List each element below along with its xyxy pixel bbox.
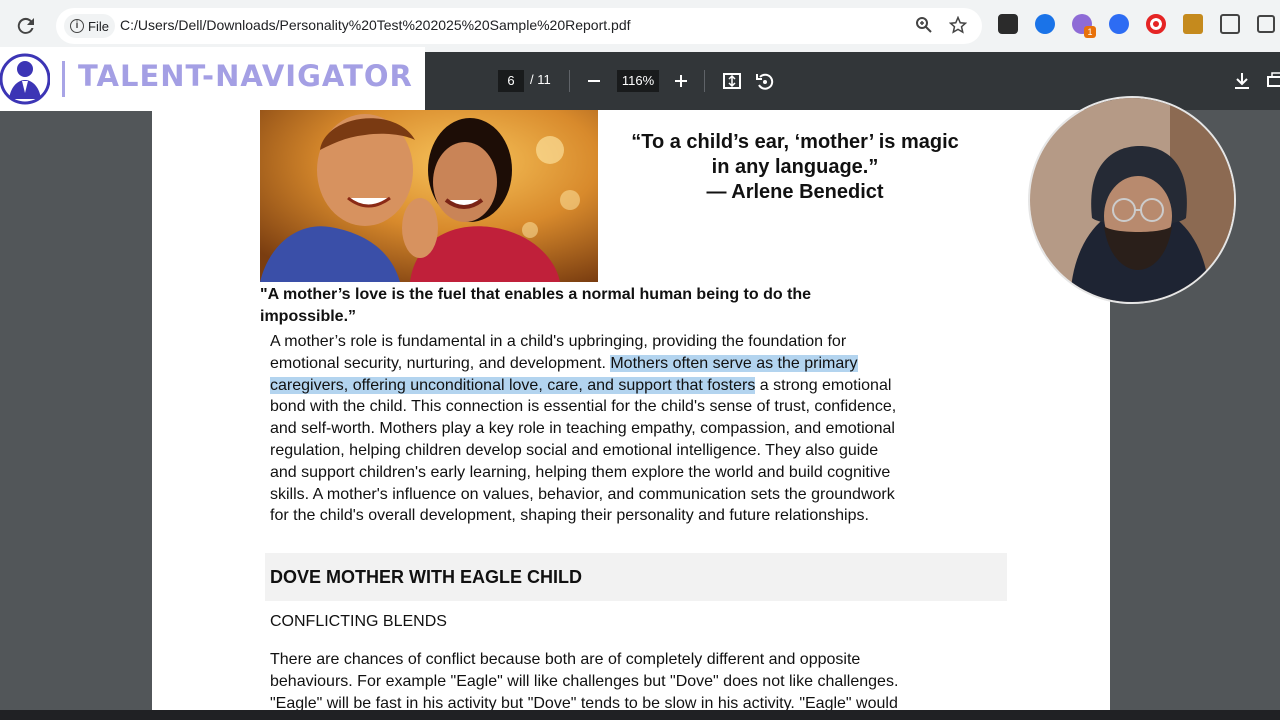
body-paragraph-2 xyxy=(270,649,1000,710)
navigator-logo-icon xyxy=(0,49,50,107)
extension-notes-icon[interactable] xyxy=(1183,14,1203,34)
site-label: File xyxy=(88,18,109,34)
download-icon[interactable] xyxy=(1229,68,1255,94)
bold-statement-line: "A mother’s love is the fuel that enables a normal human being to do the xyxy=(260,286,812,303)
toolbar-divider xyxy=(704,70,705,92)
address-bar[interactable] xyxy=(56,8,982,44)
extension-sparkle-icon[interactable] xyxy=(1072,14,1093,37)
extension-opera-icon[interactable] xyxy=(1146,14,1166,34)
sub-heading: CONFLICTING BLENDS xyxy=(270,613,447,630)
section-title: DOVE MOTHER WITH EAGLE CHILD xyxy=(270,567,582,587)
extensions-puzzle-icon[interactable] xyxy=(1220,14,1240,34)
zoom-in-icon[interactable] xyxy=(668,68,694,94)
paragraph-line: A mother’s role is fundamental in a child's upbringing, providing the foundation for xyxy=(270,333,847,350)
bold-statement xyxy=(260,284,920,328)
paragraph-line: behaviours. For example "Eagle" will like challenges but "Dove" does not like challenges. xyxy=(270,672,899,690)
paragraph-line xyxy=(270,353,970,375)
side-panel-icon[interactable] xyxy=(1257,15,1275,33)
paragraph-segment: a strong emotional xyxy=(755,376,892,394)
zoom-level-input[interactable]: 116% xyxy=(617,70,659,92)
page-number-input[interactable]: 6 xyxy=(498,70,524,92)
extension-blue-circle-icon[interactable] xyxy=(1035,14,1055,34)
info-icon: i xyxy=(70,19,84,33)
brand-text: TALENT-NAVIGATOR xyxy=(78,59,413,93)
print-icon[interactable] xyxy=(1264,68,1280,94)
quote-line: “To a child’s ear, ‘mother’ is magic xyxy=(631,131,959,153)
taskbar-strip xyxy=(0,710,1280,720)
extension-spy-icon[interactable] xyxy=(998,14,1018,34)
paragraph-segment: emotional security, nurturing, and development. xyxy=(270,354,611,372)
section-header-band xyxy=(265,553,1007,601)
webcam-overlay xyxy=(1028,96,1236,304)
paragraph-line: "Eagle" will be fast in his activity but "Dove" tends to be slow in his activity. "Eagle" would xyxy=(270,694,898,710)
url-text[interactable]: C:/Users/Dell/Downloads/Personality%20Test%202025%20Sample%20Report.pdf xyxy=(120,17,631,33)
paragraph-line: and support children's early learning, helping them explore the world and build cognitive xyxy=(270,463,891,481)
logo-divider xyxy=(62,61,65,97)
paragraph-line: for the child's overall development, shaping their personality and future relationships. xyxy=(270,507,869,525)
zoom-lens-icon[interactable] xyxy=(914,16,934,36)
browser-top-bar xyxy=(0,0,1280,52)
quote-author: — Arlene Benedict xyxy=(706,181,884,203)
paragraph-line: bond with the child. This connection is essential for the child's sense of trust, confidence, xyxy=(270,398,897,416)
body-paragraph xyxy=(270,331,970,527)
fit-page-icon[interactable] xyxy=(719,68,745,94)
bookmark-star-icon[interactable] xyxy=(948,16,968,36)
page-total: / 11 xyxy=(530,72,551,87)
paragraph-line: and self-worth. Mothers play a key role in teaching empathy, compassion, and emotional xyxy=(270,420,895,438)
reload-icon[interactable] xyxy=(14,14,38,38)
extensions-area xyxy=(998,14,1275,37)
brand-overlay xyxy=(0,47,425,111)
toolbar-divider xyxy=(569,70,570,92)
zoom-out-icon[interactable] xyxy=(581,68,607,94)
paragraph-line: regulation, helping children develop social and emotional intelligence. They also guide xyxy=(270,441,879,459)
highlighted-text: Mothers often serve as the primary xyxy=(610,354,858,372)
extension-badge: 1 xyxy=(1084,26,1096,38)
site-info-chip[interactable] xyxy=(64,14,115,38)
paragraph-line: There are chances of conflict because both are of completely different and opposite xyxy=(270,651,861,668)
rotate-icon[interactable] xyxy=(752,68,778,94)
quote-line: in any language.” xyxy=(711,156,879,178)
highlighted-text: caregivers, offering unconditional love, care, and support that fosters xyxy=(270,376,756,394)
paragraph-line: skills. A mother's influence on values, behavior, and communication sets the groundwork xyxy=(270,485,895,503)
mother-child-photo xyxy=(260,110,598,282)
pdf-page xyxy=(152,110,1110,710)
bold-statement-line: impossible.” xyxy=(260,308,357,325)
quote-block xyxy=(600,130,990,205)
paragraph-line xyxy=(270,375,970,397)
extension-dot-icon[interactable] xyxy=(1109,14,1129,34)
